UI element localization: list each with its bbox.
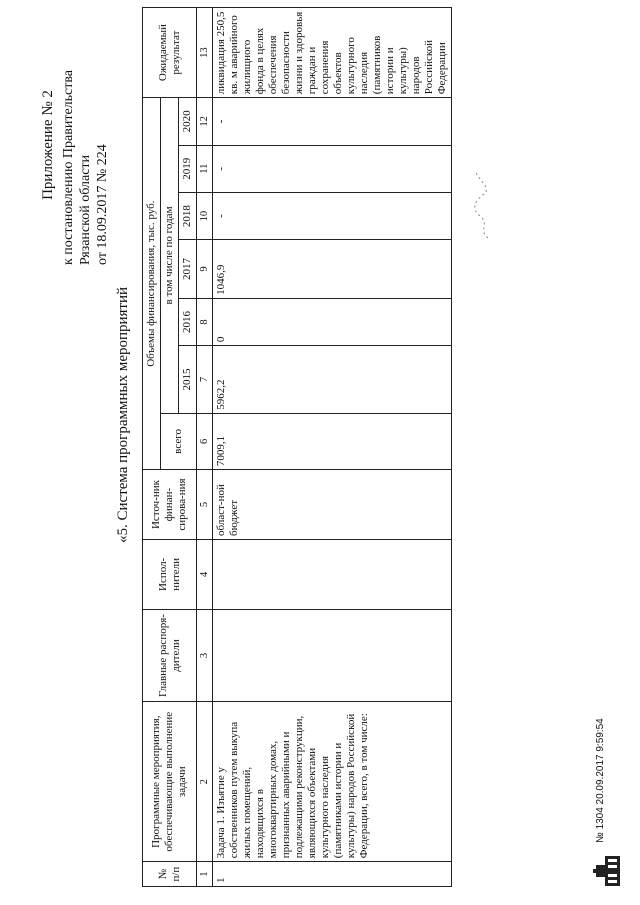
column-number: 3: [197, 609, 213, 701]
header-year-2019: 2019: [179, 145, 197, 192]
row-num: 1: [213, 862, 452, 887]
appendix-line-3: от 18.09.2017 № 224: [95, 144, 110, 265]
header-source: Источ-ник финан-сирова-ния: [143, 470, 197, 540]
column-number: 12: [197, 98, 213, 145]
header-year-2018: 2018: [179, 192, 197, 239]
table-row: [213, 8, 452, 887]
row-2019: -: [213, 145, 452, 192]
header-total: всего: [161, 413, 197, 469]
appendix-title: Приложение № 2: [40, 90, 56, 200]
column-number: 5: [197, 470, 213, 540]
section-heading: «5. Система программных мероприятий: [115, 286, 131, 544]
column-numbers-row: [197, 8, 213, 887]
row-manager: [213, 609, 452, 701]
measures-table: [142, 7, 452, 887]
handwritten-mark-icon: [470, 170, 494, 240]
column-number: 7: [197, 346, 213, 414]
row-total: 7009,1: [213, 413, 452, 469]
row-executor: [213, 539, 452, 609]
header-measures: Программные мероприятия, обеспечивающие выполнение задачи: [143, 702, 197, 862]
column-number: 2: [197, 702, 213, 862]
column-number: 10: [197, 192, 213, 239]
header-num: № п/п: [143, 862, 197, 887]
header-year-2017: 2017: [179, 240, 197, 299]
column-number: 8: [197, 298, 213, 345]
header-year-2015: 2015: [179, 346, 197, 414]
registration-stamp: [585, 7, 625, 887]
row-result: ликвидация 250,5 кв. м аварийного жилищного фонда в целях обеспечения безопасности жизни и здоровья граждан и сохранения объектов культурного наследия (памятников истории и культуры) народов Российской Федерации: [213, 8, 452, 98]
row-measure: Задача 1. Изъятие у собственников путем выкупа жилых помещений, находящихся в многоквартирных домах, признанных аварийными и подлежащими реконструкции, являющихся объектами культурного наследия (памятниками истории и культуры) народов Российской Федерации, всего, в том числе:: [213, 702, 452, 862]
header-result: Ожидаемый результат: [143, 8, 197, 98]
row-2017: 1046,9: [213, 240, 452, 299]
column-number: 4: [197, 539, 213, 609]
row-2015: 5962,2: [213, 346, 452, 414]
row-2016: 0: [213, 298, 452, 345]
column-number: 1: [197, 862, 213, 887]
column-number: 11: [197, 145, 213, 192]
row-2020: -: [213, 98, 452, 145]
header-executors: Испол-нители: [143, 539, 197, 609]
stamp-text: № 1304 20.09.2017 9:59:54: [595, 718, 606, 843]
row-2018: -: [213, 192, 452, 239]
header-year-2020: 2020: [179, 98, 197, 145]
appendix-line-1: к постановлению Правительства: [61, 69, 76, 265]
column-number: 6: [197, 413, 213, 469]
header-by-years: в том числе по годам: [161, 98, 179, 414]
stamp-logo-icon: [593, 855, 621, 887]
column-number: 9: [197, 240, 213, 299]
appendix-line-2: Рязанской области: [78, 154, 93, 265]
header-funding: Объемы финансирования, тыс. руб.: [143, 98, 161, 470]
header-managers: Главные распоря-дители: [143, 609, 197, 701]
appendix-block: [40, 25, 111, 265]
row-source: област-ной бюджет: [213, 470, 452, 540]
column-number: 13: [197, 8, 213, 98]
header-year-2016: 2016: [179, 298, 197, 345]
